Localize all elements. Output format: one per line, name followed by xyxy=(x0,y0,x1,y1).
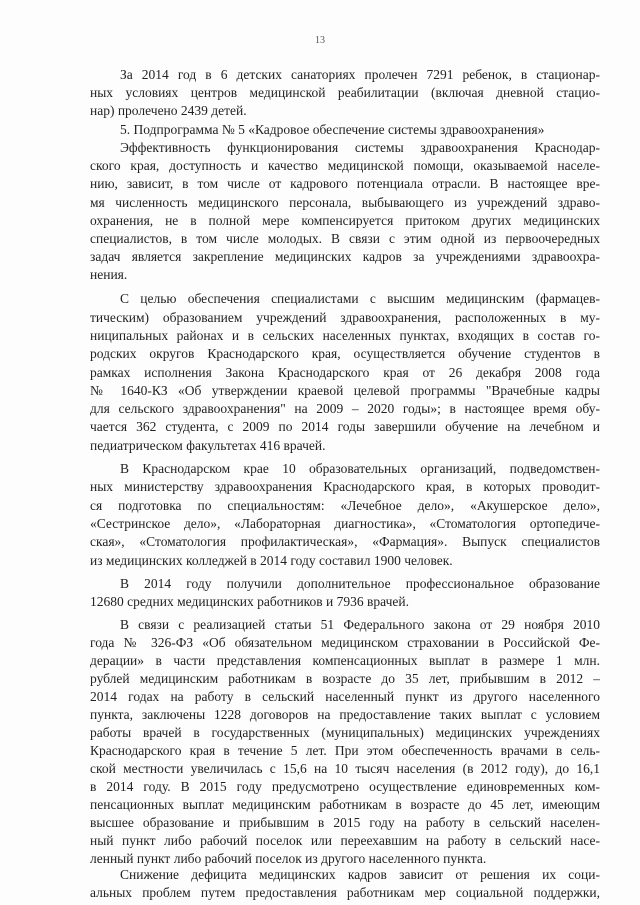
text-line: дерации» в части представления компенсационных выплат в размере 1 млн. xyxy=(90,653,600,668)
text-line: охранения, не в полной мере компенсируется притоком других медицинских xyxy=(90,213,600,228)
text-line: педиатрическом факультетах 416 врачей. xyxy=(90,438,326,453)
text-line: 2014 годах на работу в сельский населенный пункт из другого населенного xyxy=(90,689,600,704)
text-line: № 1640-КЗ «Об утверждении краевой целевой программы "Врачебные кадры xyxy=(90,383,600,398)
text-line: ных условиях центров медицинской реабилитации (включая дневной стацио- xyxy=(90,85,600,100)
page-number: 13 xyxy=(315,35,325,46)
text-line: Краснодарского края в течение 5 лет. При этом обеспеченность врачами в сель- xyxy=(90,743,600,758)
text-line: ных министерству здравоохранения Краснодарского края, в которых проводит- xyxy=(90,479,600,494)
text-line: рублей медицинским работникам в возрасте до 35 лет, прибывшим в 2012 – xyxy=(90,671,600,686)
section-heading: 5. Подпрограмма № 5 «Кадровое обеспечение системы здравоохранения» xyxy=(120,122,545,137)
text-line: задач является закрепление медицинских кадров за учреждениями здравоохра- xyxy=(90,249,600,264)
text-line: пенсационных выплат медицинским работникам в возрасте до 45 лет, имеющим xyxy=(90,797,600,812)
text-line: рамках исполнения Закона Краснодарского края от 26 декабря 2008 года xyxy=(90,365,600,380)
text-line: ниципальных районах и в сельских населенных пунктах, входящих в состав го- xyxy=(90,328,600,343)
text-line: «Сестринское дело», «Лабораторная диагностика», «Стоматология ортопедиче- xyxy=(90,516,600,531)
text-line: ского края, доступность и качество медицинской помощи, оказываемой населе- xyxy=(90,158,600,173)
text-line: ленный пункт либо рабочий поселок из другого населенного пункта. xyxy=(90,851,487,866)
text-line: для сельского здравоохранения" на 2009 – 2020 годы»; в настоящее время обу- xyxy=(90,401,600,416)
text-line: С целью обеспечения специалистами с высшим медицинским (фармацев- xyxy=(120,291,600,306)
text-line: нар) пролечено 2439 детей. xyxy=(90,103,247,118)
text-line: нения. xyxy=(90,267,128,282)
text-line: Эффективность функционирования системы здравоохранения Краснодар- xyxy=(120,140,600,155)
text-line: высшее образование и прибывшим в 2015 году на работу в сельский населен- xyxy=(90,815,600,830)
text-line: мя численность медицинского персонала, выбывающего из учреждений здраво- xyxy=(90,195,600,210)
text-line: В связи с реализацией статьи 51 Федерального закона от 29 ноября 2010 xyxy=(120,617,600,632)
text-line: чается 362 студента, с 2009 по 2014 годы завершили обучение на лечебном и xyxy=(90,419,600,434)
text-line: работы врачей в государственных (муниципальных) медицинских учреждениях xyxy=(90,725,600,740)
text-line: Снижение дефицита медицинских кадров зависит от решения их соци- xyxy=(120,867,600,882)
text-line: 12680 средних медицинских работников и 7936 врачей. xyxy=(90,594,409,609)
text-line: альных проблем путем предоставления работникам мер социальной поддержки, xyxy=(90,885,600,900)
text-line: специалистов, в том числе молодых. В связи с этим одной из первоочередных xyxy=(90,231,600,246)
text-line: ская», «Стоматология профилактическая», «Фармация». Выпуск специалистов xyxy=(90,534,600,549)
text-line: ся подготовка по специальностям: «Лечебное дело», «Акушерское дело», xyxy=(90,498,600,513)
text-line: ный пункт либо рабочий поселок или переехавшим на работу в сельский насе- xyxy=(90,833,600,848)
text-line: нию, зависит, в том числе от кадрового потенциала отрасли. В настоящее вре- xyxy=(90,176,600,191)
text-line: пункта, заключены 1228 договоров на предоставление таких выплат с условием xyxy=(90,707,600,722)
text-line: тическим) образованием учреждений здравоохранения, расположенных в му- xyxy=(90,310,600,325)
text-line: За 2014 год в 6 детских санаториях пролечен 7291 ребенок, в стационар- xyxy=(120,67,600,82)
text-line: ской местности увеличилась с 15,6 на 10 тысяч населения (в 2012 году), до 16,1 xyxy=(90,761,600,776)
text-line: в 2014 году. В 2015 году предусмотрено осуществление единовременных ком- xyxy=(90,779,600,794)
text-line: из медицинских колледжей в 2014 году составил 1900 человек. xyxy=(90,553,453,568)
text-line: родских округов Краснодарского края, осуществляется обучение студентов в xyxy=(90,346,600,361)
text-line: В 2014 году получили дополнительное профессиональное образование xyxy=(120,576,600,591)
text-line: В Краснодарском крае 10 образовательных организаций, подведомствен- xyxy=(120,461,600,476)
text-line: года № 326-ФЗ «Об обязательном медицинском страховании в Российской Фе- xyxy=(90,635,600,650)
